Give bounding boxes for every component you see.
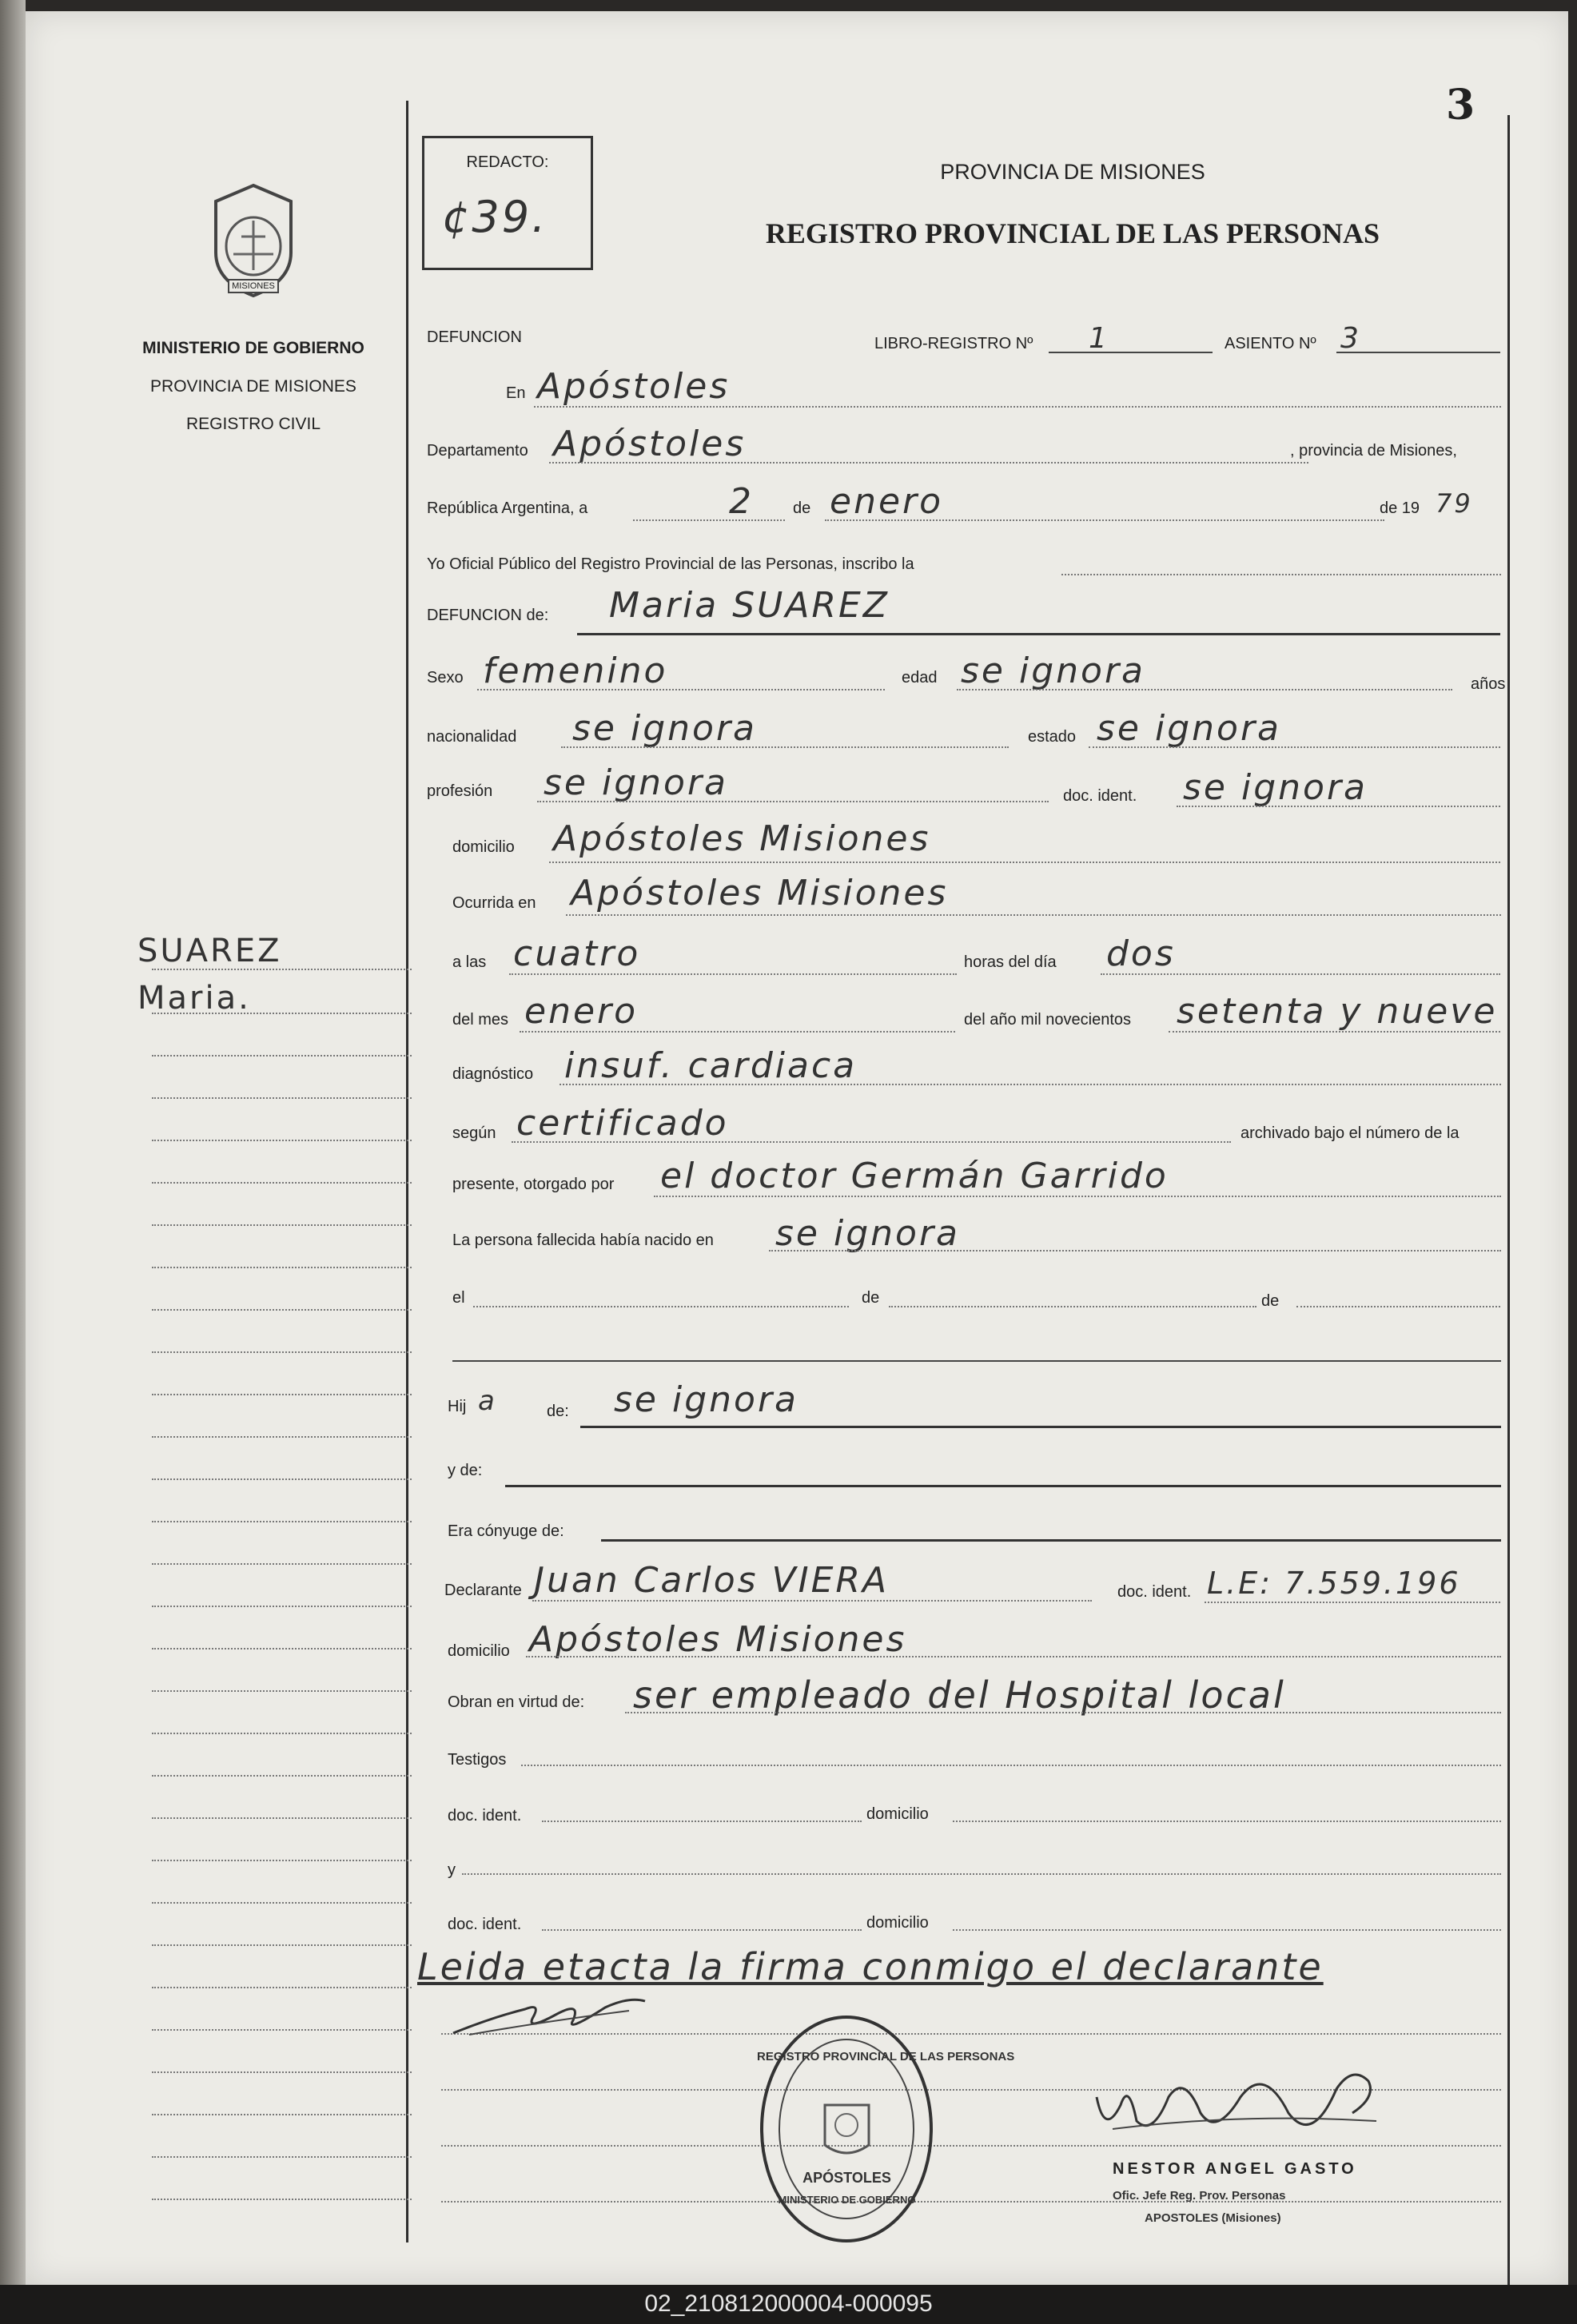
- nacionalidad-line: [561, 746, 1009, 748]
- mes-line: [825, 519, 1384, 521]
- margin-line: [152, 1860, 412, 1861]
- segun-value: certificado: [516, 1103, 729, 1144]
- nacido-value: se ignora: [775, 1213, 960, 1254]
- de3-label: de: [1261, 1292, 1280, 1310]
- margin-line: [152, 1394, 412, 1395]
- margin-line: [152, 1817, 412, 1819]
- estado-label: estado: [1028, 728, 1077, 746]
- estado-line: [1089, 746, 1500, 748]
- margin-line: [152, 1563, 412, 1565]
- presente-line: [654, 1196, 1501, 1197]
- el-label: el: [452, 1289, 465, 1307]
- redacto-value: ¢39.: [442, 192, 548, 242]
- margin-surname: SUAREZ: [137, 933, 282, 969]
- margin-line: [152, 2114, 412, 2115]
- defuncion-de-line: [577, 633, 1500, 635]
- segun-label: según: [452, 1124, 496, 1142]
- header-registro: REGISTRO PROVINCIAL DE LAS PERSONAS: [765, 217, 1380, 249]
- diagnostico-label: diagnóstico: [452, 1065, 534, 1083]
- republica-label: República Argentina, a: [427, 499, 588, 517]
- stamp-bottom-text: MINISTERIO DE GOBIERNO: [778, 2194, 916, 2206]
- margin-line: [152, 1648, 412, 1649]
- ocurrida-line: [566, 914, 1501, 916]
- delano-value: setenta y nueve: [1177, 991, 1498, 1032]
- ministerio-label: MINISTERIO DE GOBIERNO: [142, 339, 364, 357]
- margin-line: [152, 1987, 412, 1988]
- doc-ident-label: doc. ident.: [1063, 787, 1137, 805]
- obran-line: [625, 1712, 1501, 1713]
- margin-line: [152, 2156, 412, 2158]
- testigos-label: Testigos: [448, 1751, 507, 1769]
- horas-line: [1101, 973, 1500, 975]
- margin-line: [152, 1606, 412, 1607]
- edad-value: se ignora: [961, 651, 1145, 691]
- profesion-line: [537, 801, 1049, 802]
- dom2-label: domicilio: [866, 1914, 929, 1932]
- header-provincia: PROVINCIA DE MISIONES: [940, 160, 1205, 184]
- yde-line: [505, 1485, 1501, 1487]
- profesion-label: profesión: [427, 782, 493, 800]
- margin-line: [152, 1944, 412, 1946]
- margin-line: [152, 1267, 412, 1268]
- testigos-line: [521, 1765, 1501, 1766]
- delmes-value: enero: [524, 991, 639, 1032]
- sexo-value: femenino: [483, 651, 668, 691]
- registro-civil-label: REGISTRO CIVIL: [185, 415, 321, 433]
- hija-label: Hij: [448, 1398, 467, 1415]
- oficial-line: [1061, 574, 1501, 575]
- margin-line: [152, 2029, 412, 2031]
- redacto-label: REDACTO:: [466, 153, 549, 171]
- estado-value: se ignora: [1097, 708, 1281, 749]
- libro-line: [1049, 352, 1213, 353]
- margin-line: [152, 1182, 412, 1184]
- alas-line: [509, 973, 957, 975]
- de3-line: [1296, 1306, 1500, 1307]
- declarante-value: Juan Carlos VIERA: [534, 1560, 890, 1601]
- provincia-suffix: , provincia de Misiones,: [1290, 442, 1457, 460]
- margin-line: [152, 1351, 412, 1353]
- margin-line: [152, 1436, 412, 1438]
- archivado-label: archivado bajo el número de la: [1240, 1124, 1460, 1142]
- segun-line: [512, 1141, 1231, 1143]
- hija-value: se ignora: [614, 1379, 798, 1420]
- en-label: En: [506, 384, 526, 402]
- el-line: [473, 1306, 849, 1307]
- asiento-label: ASIENTO Nº: [1225, 335, 1316, 352]
- departamento-value: Apóstoles: [553, 424, 747, 464]
- anos-label: años: [1471, 675, 1506, 693]
- margin-line: [152, 1140, 412, 1141]
- hija-line: [580, 1426, 1501, 1428]
- asiento-value: 3: [1340, 322, 1361, 355]
- de2-line: [889, 1306, 1256, 1307]
- libro-value: 1: [1089, 322, 1109, 355]
- declarante-doc-value: L.E: 7.559.196: [1207, 1566, 1461, 1601]
- signature-line: [441, 2201, 1501, 2203]
- y-line: [462, 1873, 1501, 1875]
- margin-line: [152, 1521, 412, 1522]
- diagnostico-line: [560, 1084, 1501, 1085]
- official-stamp: [757, 2009, 1015, 2249]
- dom2-line: [953, 1929, 1501, 1931]
- delano-label: del año mil novecientos: [964, 1011, 1132, 1029]
- declarante-dom-label: domicilio: [448, 1642, 510, 1660]
- asiento-line: [1336, 352, 1500, 353]
- declarante-label: Declarante: [444, 1582, 522, 1599]
- margin-name: Maria.: [137, 980, 251, 1017]
- margin-line: [152, 1224, 412, 1226]
- edad-line: [957, 689, 1452, 690]
- margin-line: [152, 969, 412, 970]
- alas-label: a las: [452, 953, 487, 971]
- nacido-line: [769, 1250, 1501, 1252]
- dom1-label: domicilio: [866, 1805, 929, 1823]
- alas-value: cuatro: [513, 933, 641, 974]
- margin-line: [152, 1775, 412, 1777]
- doc1-line: [542, 1821, 862, 1822]
- margin-line: [152, 1733, 412, 1734]
- conyuge-line: [601, 1539, 1501, 1542]
- yde-label: y de:: [448, 1462, 483, 1479]
- defuncion-de-label: DEFUNCION de:: [427, 607, 549, 624]
- profesion-value: se ignora: [544, 762, 728, 803]
- margin-line: [152, 1013, 412, 1014]
- ocurrida-label: Ocurrida en: [452, 894, 536, 912]
- right-frame-line: [1507, 115, 1510, 2289]
- domicilio-label: domicilio: [452, 838, 515, 856]
- margin-line: [152, 1478, 412, 1480]
- domicilio-value: Apóstoles Misiones: [553, 818, 931, 859]
- de2-label: de: [862, 1289, 880, 1307]
- dia-value: 2: [729, 481, 754, 522]
- mes-value: enero: [830, 481, 944, 522]
- presente-label: presente, otorgado por: [452, 1176, 615, 1193]
- diagnostico-value: insuf. cardiaca: [564, 1045, 858, 1086]
- coat-of-arms-label: MISIONES: [232, 281, 275, 291]
- page-number: 3: [1446, 81, 1475, 129]
- margin-line: [152, 2199, 412, 2200]
- conyuge-label: Era cónyuge de:: [448, 1522, 564, 1540]
- en-line: [534, 406, 1501, 408]
- declarante-dom-line: [526, 1656, 1501, 1657]
- obran-label: Obran en virtud de:: [448, 1693, 585, 1711]
- declarante-doc-label: doc. ident.: [1117, 1583, 1192, 1601]
- doc-ident-value: se ignora: [1183, 767, 1368, 808]
- stamp-inner-text: APÓSTOLES: [802, 2170, 891, 2186]
- de-label: de: [793, 499, 811, 517]
- delano-line: [1169, 1031, 1500, 1033]
- obran-value: ser empleado del Hospital local: [633, 1673, 1286, 1717]
- oficial-text: Yo Oficial Público del Registro Provincial de las Personas, inscribo la: [427, 555, 914, 573]
- horas-label: horas del día: [964, 953, 1057, 971]
- officer-signature: [1081, 2057, 1400, 2153]
- sexo-line: [477, 689, 885, 690]
- doc1-label: doc. ident.: [448, 1807, 522, 1825]
- y-label: y: [448, 1861, 456, 1879]
- departamento-label: Departamento: [427, 442, 528, 460]
- libro-label: LIBRO-REGISTRO Nº: [874, 335, 1033, 352]
- en-value: Apóstoles: [537, 366, 731, 407]
- dia-line: [633, 519, 785, 521]
- hija-suffix: a: [478, 1385, 497, 1417]
- dom1-line: [953, 1821, 1501, 1822]
- margin-line: [152, 1902, 412, 1904]
- declarante-line: [532, 1600, 1092, 1602]
- nacionalidad-value: se ignora: [572, 708, 757, 749]
- departamento-line: [549, 462, 1308, 464]
- delmes-label: del mes: [452, 1011, 509, 1029]
- nacido-label: La persona fallecida había nacido en: [452, 1232, 714, 1249]
- image-caption: 02_210812000004-000095: [644, 2290, 933, 2317]
- horas-value: dos: [1106, 933, 1176, 974]
- defuncion-de-value: Maria SUAREZ: [609, 585, 890, 626]
- leida-text: Leida etacta la firma conmigo el declarante: [417, 1945, 1324, 1988]
- nacionalidad-label: nacionalidad: [427, 728, 517, 746]
- anio-prefix: de 19: [1380, 499, 1420, 517]
- margin-line: [152, 1690, 412, 1692]
- ocurrida-value: Apóstoles Misiones: [571, 873, 949, 913]
- stamp-ring-text: REGISTRO PROVINCIAL DE LAS PERSONAS: [757, 2050, 1015, 2063]
- doc-ident-line: [1177, 806, 1500, 807]
- margin-line: [152, 1309, 412, 1311]
- blank-line: [452, 1360, 1501, 1362]
- domicilio-line: [549, 862, 1500, 863]
- officer-name: NESTOR ANGEL GASTO: [1113, 2160, 1357, 2178]
- doc2-label: doc. ident.: [448, 1916, 522, 1933]
- declarante-doc-line: [1205, 1602, 1500, 1603]
- margin-line: [152, 1055, 412, 1057]
- margin-line: [152, 2071, 412, 2073]
- book-spine-edge: [0, 0, 26, 2286]
- defuncion-title: DEFUNCION: [427, 328, 522, 346]
- hija-de-label: de:: [547, 1403, 569, 1420]
- declarante-dom-value: Apóstoles Misiones: [529, 1619, 907, 1660]
- edad-label: edad: [902, 669, 938, 686]
- presente-value: el doctor Germán Garrido: [660, 1156, 1169, 1196]
- declarant-signature: [445, 1985, 653, 2041]
- provincia-label: PROVINCIA DE MISIONES: [150, 377, 356, 396]
- redacto-box: [422, 136, 593, 270]
- doc2-line: [542, 1929, 862, 1931]
- death-record-form: [26, 11, 1568, 2285]
- officer-location: APOSTOLES (Misiones): [1145, 2211, 1281, 2225]
- anio-value: 79: [1436, 488, 1473, 519]
- delmes-line: [520, 1031, 955, 1033]
- margin-line: [152, 1097, 412, 1099]
- officer-title: Ofic. Jefe Reg. Prov. Personas: [1113, 2189, 1286, 2203]
- sexo-label: Sexo: [427, 669, 464, 686]
